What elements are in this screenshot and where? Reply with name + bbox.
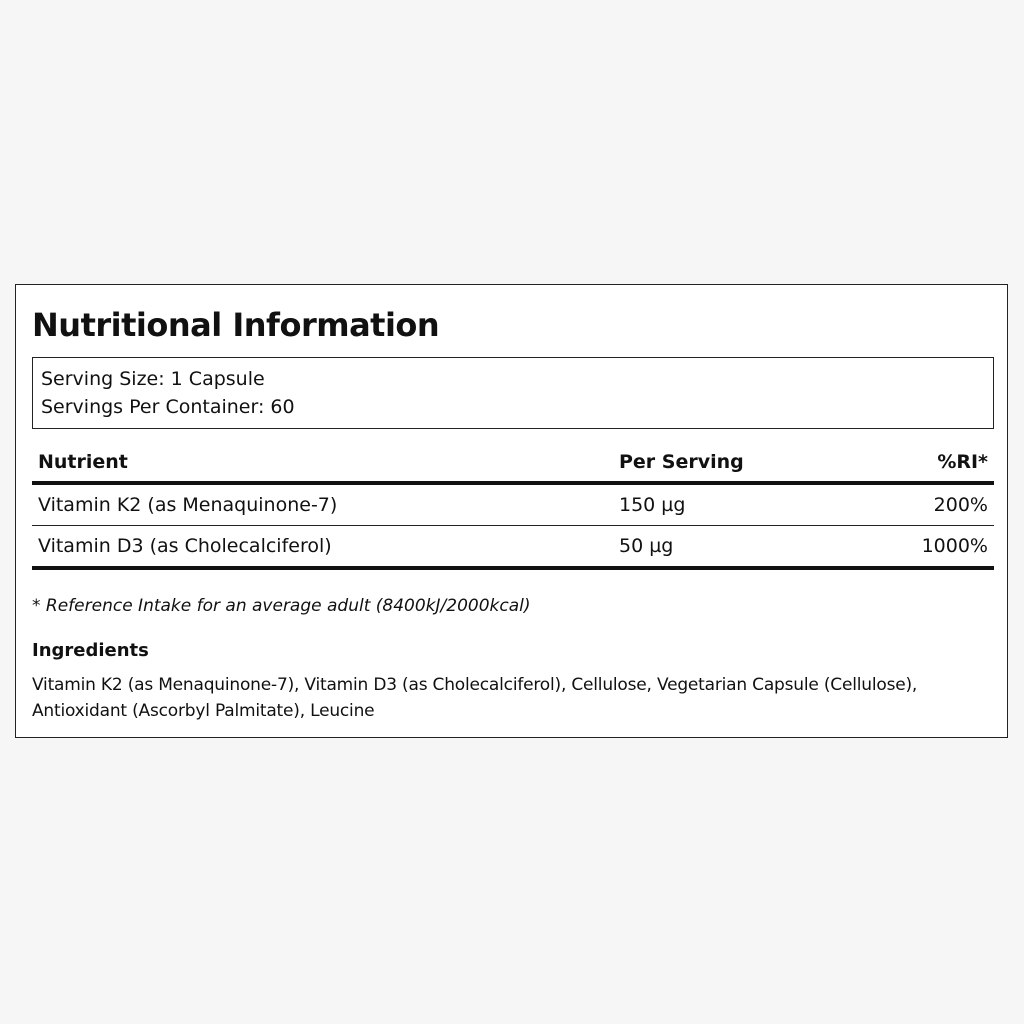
table-header-row bbox=[32, 445, 994, 485]
table-row bbox=[32, 485, 994, 526]
nutrient-name: Vitamin D3 (as Cholecalciferol) bbox=[38, 535, 332, 557]
nutrient-amount: 150 µg bbox=[619, 494, 686, 516]
serving-info-box bbox=[32, 357, 994, 429]
nutrient-amount: 50 µg bbox=[619, 535, 674, 557]
ingredients-list: Vitamin K2 (as Menaquinone-7), Vitamin D3 (as Cholecalciferol), Cellulose, Vegetarian Capsule (Cellulose), Antioxidant (Ascorbyl Palmitate), Leucine bbox=[32, 675, 918, 721]
servings-per-container: Servings Per Container: 60 bbox=[41, 396, 295, 418]
header-per-serving: Per Serving bbox=[619, 451, 744, 473]
nutrient-ri: 200% bbox=[933, 494, 988, 516]
nutrient-table bbox=[32, 445, 994, 570]
serving-size: Serving Size: 1 Capsule bbox=[41, 368, 265, 390]
nutrient-name: Vitamin K2 (as Menaquinone-7) bbox=[38, 494, 338, 516]
page-title: Nutritional Information bbox=[32, 306, 440, 344]
header-ri: %RI* bbox=[937, 451, 988, 473]
nutrient-ri: 1000% bbox=[921, 535, 988, 557]
header-nutrient: Nutrient bbox=[38, 451, 128, 473]
ingredients-heading: Ingredients bbox=[32, 640, 149, 661]
nutrition-panel bbox=[15, 284, 1008, 738]
table-row bbox=[32, 526, 994, 570]
reference-intake-footnote: * Reference Intake for an average adult (8400kJ/2000kcal) bbox=[32, 596, 531, 616]
